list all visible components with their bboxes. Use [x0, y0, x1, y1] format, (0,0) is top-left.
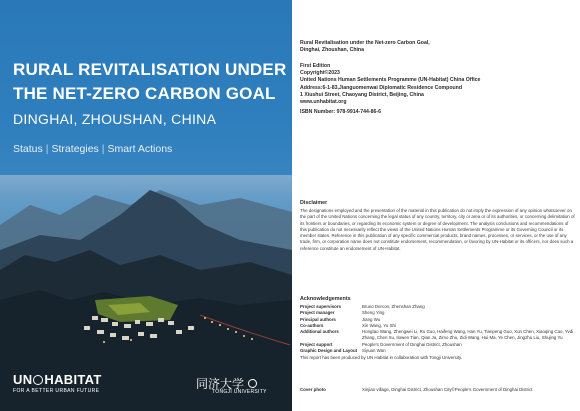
logo-habitat-text: HABITAT	[44, 372, 102, 387]
edition-text: First Edition	[300, 63, 331, 69]
tongji-university-logo	[196, 375, 267, 395]
ack-names: Jiang Wu	[362, 316, 381, 322]
cover-tagline	[13, 143, 172, 155]
ack-role: Project manager	[300, 310, 335, 316]
tongji-english-name: TONGJI UNIVERSITY	[212, 389, 267, 395]
imprint-title	[300, 40, 430, 54]
tagline-separator: |	[45, 143, 49, 155]
cover-title-line-1: RURAL REVITALISATION UNDER	[13, 60, 287, 79]
publisher-name: United Nations Human Settlements Programme (UN-Habitat) China Office	[300, 77, 481, 84]
ack-row	[300, 329, 576, 342]
ack-row	[300, 348, 576, 354]
logo-un-text: UN	[13, 372, 33, 387]
ack-names: People's Government of Dinghai District, Zhoushan	[362, 341, 462, 347]
ack-role: Project support	[300, 341, 333, 347]
acknowledgements-section	[300, 296, 576, 362]
isbn-number: ISBN Number: 978-9914-744-86-6	[300, 109, 382, 115]
un-habitat-logo	[13, 373, 102, 394]
ack-role: Project supervisors	[300, 304, 341, 309]
cover-subtitle: DINGHAI, ZHOUSHAN, CHINA	[13, 111, 217, 127]
ack-role: Principal authors	[300, 316, 336, 322]
tongji-seal-icon	[248, 379, 257, 388]
imprint-title-line: Rural Revitalisation under the Net-zero Carbon Goal,	[300, 40, 430, 46]
publisher-info	[300, 63, 480, 106]
tagline-strategies: Strategies	[51, 143, 99, 155]
tongji-chinese-name: 同济大学	[196, 377, 245, 391]
un-habitat-tagline: FOR A BETTER URBAN FUTURE	[13, 388, 100, 394]
ack-role: Co-authors	[300, 322, 324, 328]
imprint-page	[300, 0, 580, 411]
acknowledgements-heading: Acknowledgements	[300, 296, 351, 302]
disclaimer-heading: Disclaimer	[300, 200, 328, 206]
ack-names: Bruno Dercon, Zhenshan Zhang	[362, 304, 425, 309]
ack-role: Additional authors	[300, 329, 339, 335]
ack-names: Hongtao Wang, Zhengwei Li, Ru Guo, Haifeng Wang, Han Yu, Tianpeng Guo, Xun Chen, Xiaoqing Cao, Yvdi Zhang, Chen Xu, Ilowen Tian, Qian Ja, Zimo Zhu, Zidi Wang, Hui Ma, Ye Chen, Jingzhu Liu, Shujing Yu	[362, 329, 574, 341]
disclaimer-section	[300, 200, 576, 252]
un-globe-icon	[33, 375, 43, 385]
copyright-text: Copyright©2023	[300, 70, 340, 77]
publisher-address: 1 Xiushui Street, Chaoyang District, Beijing, China	[300, 91, 424, 98]
cover-photo-text: Xinjian village, Dinghai District, Zhoushan City©People's Government of Dinghai District	[362, 387, 533, 392]
imprint-title-line: Dinghai, Zhoushan, China	[300, 47, 364, 54]
disclaimer-text: The designations employed and the presentation of the material in this publication do not imply the expression of any opinion whatsoever on the part of the United Nations concerning the legal status of any country, territory, city or area or of its authorities, or concerning delimitation of its frontiers or boundaries, or regarding its economic system or degree of development. The analysis conclusions and recommendations of this publication do not necessarily reflect the views of the United Nations Human Settlements Programme or its Governing Council or its member states. Reference in this publication of any specific commercial products, brand names, processes, or services, or the use of any trade, firm, or corporation name does not constitute endorsement, recommendation, or favoring by UN-Habitat or its officers, nor does such a reference constitute an endorsement of UN-Habitat.	[300, 208, 575, 251]
ack-role: Graphic Design and Layout	[300, 348, 358, 354]
cover-title-line-2: THE NET-ZERO CARBON GOAL	[13, 84, 276, 103]
tagline-smart-actions: Smart Actions	[107, 143, 173, 155]
tagline-status: Status	[13, 143, 43, 155]
publisher-website: www.unhabitat.org	[300, 99, 347, 106]
tagline-separator: |	[101, 143, 105, 155]
cover-photo-label: Cover photo	[300, 387, 326, 392]
publisher-address: Address:6-1-83,Jianguomenwai Diplomatic Residence Compound	[300, 84, 462, 91]
acknowledgements-note: This report has been produced by UN Habitat in collaboration with Tongji University.	[300, 355, 463, 361]
ack-names: Xin Wang, Yu Shi	[362, 322, 396, 328]
ack-names: Siyuan Wan	[362, 348, 386, 354]
cover-photo-credit	[300, 387, 576, 392]
ack-names: Sheng Ying	[362, 310, 385, 316]
